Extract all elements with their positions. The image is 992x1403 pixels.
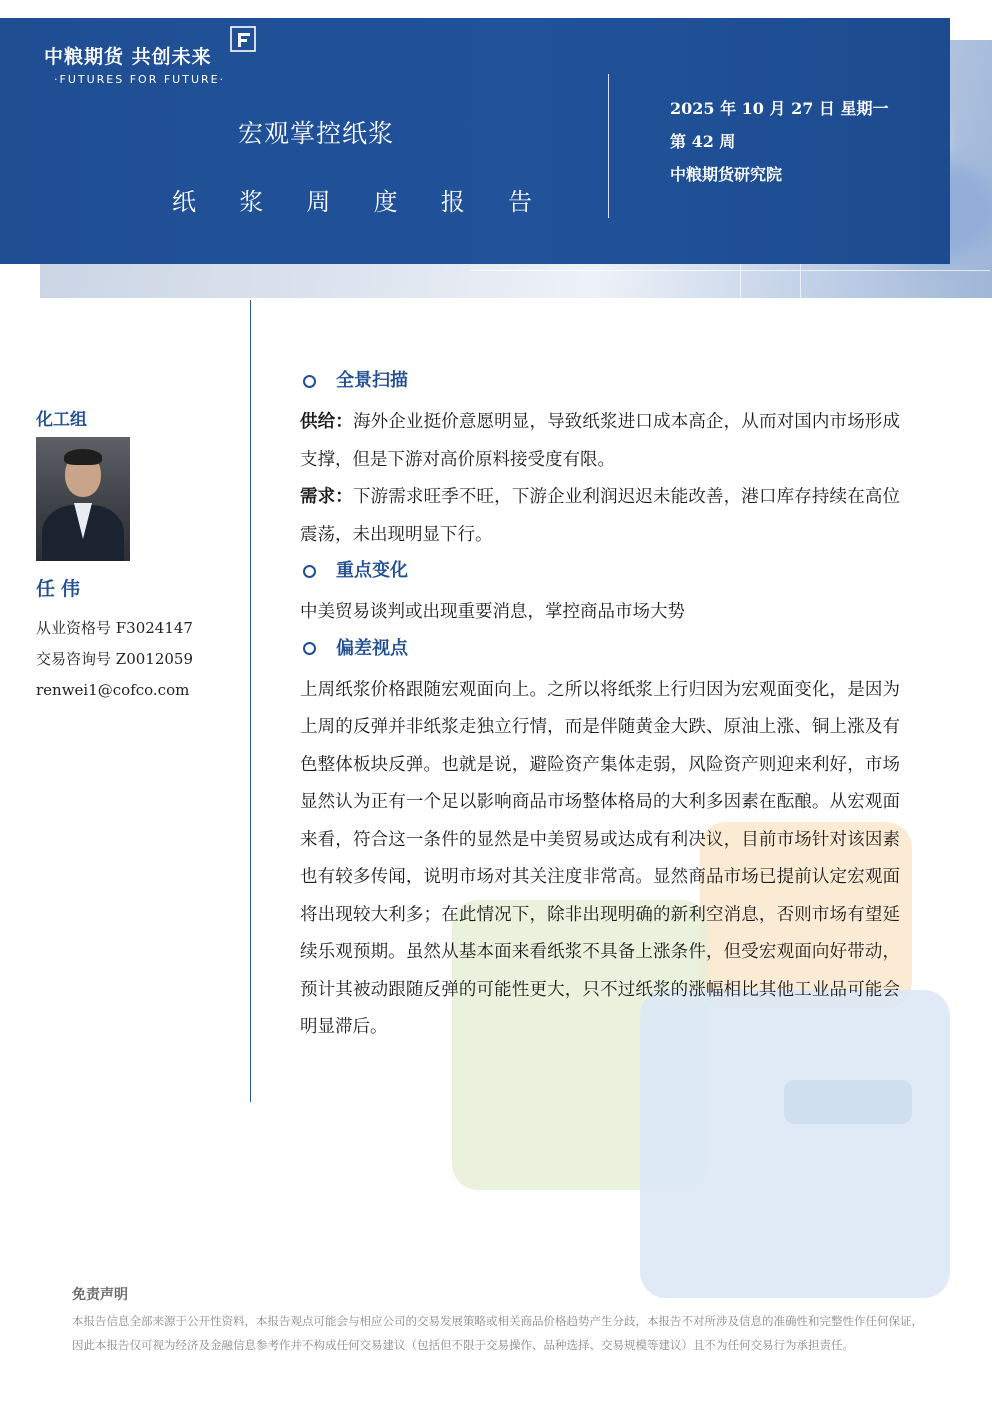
author-name: 任伟	[36, 578, 87, 600]
subtitle-char: 告	[507, 188, 532, 216]
bullet-circle-icon	[303, 565, 316, 578]
supply-paragraph	[300, 404, 900, 479]
column-divider	[250, 300, 251, 1102]
supply-label: 供给：	[300, 412, 353, 432]
author-photo	[36, 437, 130, 561]
report-body	[300, 366, 900, 1047]
author-email[interactable]: renwei1@cofco.com	[36, 681, 190, 699]
team-name: 化工组	[36, 410, 87, 430]
header-divider	[608, 74, 609, 218]
report-meta	[670, 92, 889, 191]
view-paragraph: 上周纸浆价格跟随宏观面向上。之所以将纸浆上行归因为宏观面变化，是因为上周的反弹并非纸浆走独立行情，而是伴随黄金大跌、原油上涨、铜上涨及有色整体板块反弹。也就是说，避险资产集体走弱，风险资产则迎来利好，市场显然认为正有一个足以影响商品市场整体格局的大利多因素在酝酿。从宏观面来看，符合这一条件的显然是中美贸易或达成有利决议，目前市场针对该因素也有较多传闻，说明市场对其关注度非常高。显然商品市场已提前认定宏观面将出现较大利多；在此情况下，除非出现明确的新利空消息，否则市场有望延续乐观预期。虽然从基本面来看纸浆不具备上涨条件，但受宏观面向好带动，预计其被动跟随反弹的可能性更大，只不过纸浆的涨幅相比其他工业品可能会明显滞后。	[300, 679, 900, 1037]
demand-paragraph	[300, 479, 900, 554]
demand-label: 需求：	[300, 487, 353, 507]
section-title: 偏差视点	[336, 637, 408, 659]
report-subtitle	[172, 182, 532, 217]
section-overview-heading	[300, 366, 900, 396]
brand-mark-icon	[230, 26, 256, 52]
section-title: 重点变化	[336, 560, 408, 582]
qualification-number: 从业资格号 F3024147	[36, 619, 193, 637]
report-week: 第 42 周	[670, 132, 736, 151]
subtitle-char: 报	[440, 188, 465, 216]
disclaimer-text: 本报告信息全部来源于公开性资料，本报告观点可能会与相应公司的交易发展策略或相关商品价格趋势产生分歧，本报告不对所涉及信息的准确性和完整性作任何保证，因此本报告仅可视为经济及金融信息参考作并不构成任何交易建议（包括但不限于交易操作、品种选择、交易规模等建议）且不为任何交易行为承担责任。	[72, 1314, 923, 1352]
subtitle-char: 周	[306, 188, 331, 216]
decor-blue-inner	[784, 1080, 912, 1124]
changes-paragraph: 中美贸易谈判或出现重要消息，掌控商品市场大势	[300, 602, 685, 622]
section-view-heading	[300, 634, 900, 664]
logo-en-text: ·FUTURES FOR FUTURE·	[54, 73, 226, 86]
report-institute: 中粮期货研究院	[670, 165, 783, 184]
author-info	[36, 613, 193, 706]
section-title: 全景扫描	[336, 370, 408, 392]
subtitle-char: 度	[373, 188, 398, 216]
report-title: 宏观掌控纸浆	[238, 119, 395, 148]
report-date: 2025 年 10 月 27 日 星期一	[670, 99, 889, 118]
bullet-circle-icon	[303, 375, 316, 388]
brand-logo	[44, 42, 225, 86]
demand-text: 下游需求旺季不旺，下游企业利润迟迟未能改善，港口库存持续在高位震荡，未出现明显下行。	[300, 487, 901, 545]
section-changes-heading	[300, 556, 900, 586]
bullet-circle-icon	[303, 642, 316, 655]
consult-number: 交易咨询号 Z0012059	[36, 650, 193, 668]
supply-text: 海外企业挺价意愿明显，导致纸浆进口成本高企，从而对国内市场形成支撑，但是下游对高价原料接受度有限。	[300, 412, 901, 470]
subtitle-char: 浆	[239, 188, 264, 216]
logo-cn-text: 中粮期货 共创未来	[44, 46, 212, 68]
subtitle-char: 纸	[172, 188, 196, 216]
disclaimer-title: 免责声明	[72, 1287, 128, 1303]
